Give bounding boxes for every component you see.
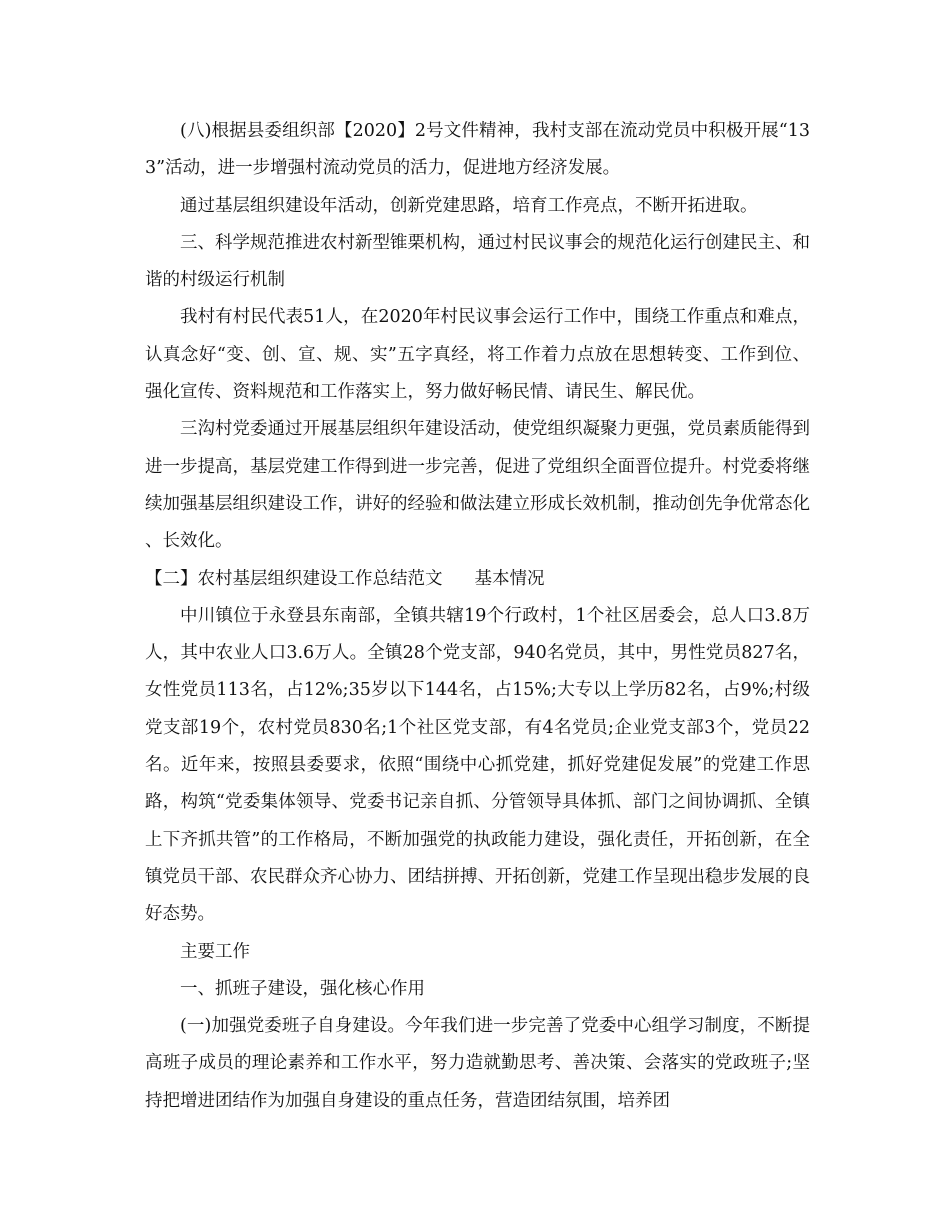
paragraph-summary: 通过基层组织建设年活动，创新党建思路，培育工作亮点，不断开拓进取。 bbox=[180, 195, 758, 216]
section-heading-subtitle: 基本情况 bbox=[474, 568, 545, 589]
paragraph-section-one: 一、抓班子建设，强化核心作用 bbox=[180, 978, 425, 999]
paragraph-eight: (八)根据县委组织部【2020】2号文件精神，我村支部在流动党员中积极开展“133”活动，进一步增强村流动党员的活力，促进地方经济发展。 bbox=[145, 121, 810, 179]
section-heading bbox=[145, 561, 810, 598]
paragraph-committee-building: (一)加强党委班子自身建设。今年我们进一步完善了党委中心组学习制度，不断提高班子成员的理论素养和工作水平，努力造就勤思考、善决策、会落实的党政班子;坚持把增进团结作为加强自身建设的重点任务，营造团结氛围，培养团 bbox=[145, 1016, 810, 1111]
paragraph-section-three: 三、科学规范推进农村新型锥栗机构，通过村民议事会的规范化运行创建民主、和谐的村级运行机制 bbox=[145, 232, 810, 291]
paragraph-party-committee: 三沟村党委通过开展基层组织年建设活动，使党组织凝聚力更强，党员素质能得到进一步提高，基层党建工作得到进一步完善，促进了党组织全面晋位提升。村党委将继续加强基层组织建设工作，讲好的经验和做法建立形成长效机制，推动创先争优常态化、长效化。 bbox=[145, 419, 810, 552]
section-heading-title: 【二】农村基层组织建设工作总结范文 bbox=[145, 568, 443, 589]
paragraph-villager-reps: 我村有村民代表51人，在2020年村民议事会运行工作中，围绕工作重点和难点，认真念好“变、创、宣、规、实”五字真经，将工作着力点放在思想转变、工作到位、强化宣传、资料规范和工作落实上，努力做好畅民情、请民生、解民优。 bbox=[145, 307, 810, 403]
paragraph-main-work: 主要工作 bbox=[180, 941, 250, 962]
document-body bbox=[145, 113, 810, 1120]
paragraph-town-overview: 中川镇位于永登县东南部，全镇共辖19个行政村，1个社区居委会，总人口3.8万人，其中农业人口3.6万人。全镇28个党支部，940名党员，其中，男性党员827名，女性党员113名，占12%;35岁以下144名，占15%;大专以上学历82名，占9%;村级党支部19个，农村党员830名;1个社区党支部，有4名党员;企业党支部3个，党员22名。近年来，按照县委要求，依照“围绕中心抓党建，抓好党建促发展”的党建工作思路，构筑“党委集体领导、党委书记亲自抓、分管领导具体抓、部门之间协调抓、全镇上下齐抓共管”的工作格局，不断加强党的执政能力建设，强化责任，开拓创新，在全镇党员干部、农民群众齐心协力、团结拼搏、开拓创新，党建工作呈现出稳步发展的良好态势。 bbox=[145, 605, 810, 925]
